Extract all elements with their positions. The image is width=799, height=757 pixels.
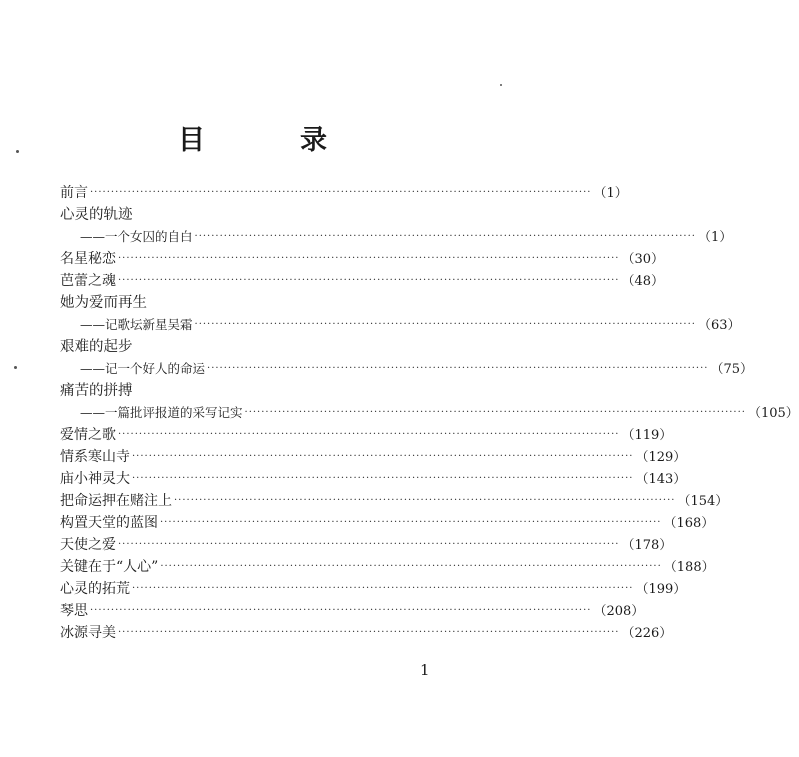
toc-entry-title: 爱情之歌 (60, 427, 116, 443)
toc-entry-page: （105） (747, 406, 799, 421)
toc-entry-title: 关键在于“人心” (60, 559, 159, 575)
toc-subtitle-entry (60, 358, 754, 380)
dot-leader: ························································································································ (132, 583, 634, 594)
dot-leader: ························································································································ (244, 407, 746, 418)
toc-entry (60, 622, 673, 644)
scan-speck (16, 150, 19, 153)
dot-leader: ························································································································ (174, 495, 676, 506)
dot-leader: ························································································································ (90, 605, 592, 616)
page-title: 目 录 (178, 125, 361, 156)
toc-entry (60, 600, 645, 622)
toc-entry-page: （226） (621, 626, 673, 641)
toc-entry-title: ——一篇批评报道的采写记实 (80, 405, 243, 420)
dot-leader: ························································································································ (194, 231, 696, 242)
toc-heading (60, 380, 446, 402)
dot-leader: ························································································································ (132, 473, 634, 484)
toc-entry-page: （1） (697, 230, 733, 245)
toc-subtitle-entry (60, 226, 733, 248)
toc-entry-title: ——记歌坛新星吴霜 (80, 317, 193, 332)
toc-entry-page: （75） (710, 362, 754, 377)
toc-entry-page: （154） (677, 494, 729, 509)
toc-entry (60, 468, 687, 490)
toc-entry (60, 534, 673, 556)
toc-heading (60, 292, 446, 314)
dot-leader: ························································································································ (118, 627, 620, 638)
dot-leader: ························································································································ (194, 319, 696, 330)
toc-entry-page: （1） (593, 186, 628, 201)
toc-entry-page: （48） (621, 274, 664, 289)
scan-speck (500, 84, 502, 86)
toc-entry-title: ——记一个好人的命运 (80, 361, 206, 376)
toc-entry-page: （199） (635, 582, 687, 597)
toc-entry-page: （178） (621, 538, 673, 553)
toc-entry (60, 270, 664, 292)
toc-entry-title: 庙小神灵大 (60, 471, 130, 487)
toc-entry-title: 前言 (60, 185, 88, 201)
toc-entry-page: （129） (635, 450, 687, 465)
dot-leader: ························································································································ (160, 561, 662, 572)
dot-leader: ························································································································ (90, 187, 592, 198)
toc-entry-page: （119） (621, 428, 673, 443)
toc-list (60, 182, 799, 644)
toc-entry-title: ——一个女囚的自白 (80, 229, 193, 244)
toc-entry (60, 182, 628, 204)
toc-heading (60, 336, 446, 358)
toc-entry (60, 248, 664, 270)
page-number: 1 (420, 661, 430, 679)
toc-entry-page: （168） (663, 516, 715, 531)
toc-entry (60, 424, 673, 446)
toc-entry (60, 578, 687, 600)
toc-entry-title: 把命运押在赌注上 (60, 493, 172, 509)
scan-speck (14, 366, 17, 369)
toc-entry (60, 446, 687, 468)
toc-entry-page: （143） (635, 472, 687, 487)
dot-leader: ························································································································ (118, 429, 620, 440)
toc-entry-title: 名星秘恋 (60, 251, 116, 267)
toc-entry-title: 痛苦的拼搏 (60, 383, 133, 399)
dot-leader: ························································································································ (118, 275, 620, 286)
toc-entry-title: 情系寒山寺 (60, 449, 130, 465)
dot-leader: ························································································································ (207, 363, 709, 374)
toc-entry-page: （188） (663, 560, 715, 575)
toc-entry (60, 556, 715, 578)
toc-entry-title: 琴思 (60, 603, 88, 619)
dot-leader: ························································································································ (118, 539, 620, 550)
toc-entry-title: 芭蕾之魂 (60, 273, 116, 289)
toc-entry-title: 天使之爱 (60, 537, 116, 553)
toc-entry-page: （208） (593, 604, 645, 619)
toc-heading (60, 204, 446, 226)
toc-entry-page: （30） (621, 252, 664, 267)
toc-entry (60, 490, 729, 512)
toc-entry-title: 艰难的起步 (60, 339, 133, 355)
toc-entry-title: 构置天堂的蓝图 (60, 515, 158, 531)
toc-entry-title: 她为爱而再生 (60, 295, 147, 311)
dot-leader: ························································································································ (160, 517, 662, 528)
toc-entry-page: （63） (697, 318, 741, 333)
dot-leader: ························································································································ (118, 253, 620, 264)
toc-entry-title: 冰源寻美 (60, 625, 116, 641)
dot-leader: ························································································································ (132, 451, 634, 462)
toc-entry-title: 心灵的拓荒 (60, 581, 130, 597)
toc-entry (60, 512, 715, 534)
toc-subtitle-entry (60, 314, 741, 336)
toc-entry-title: 心灵的轨迹 (60, 207, 133, 223)
toc-subtitle-entry (60, 402, 799, 424)
